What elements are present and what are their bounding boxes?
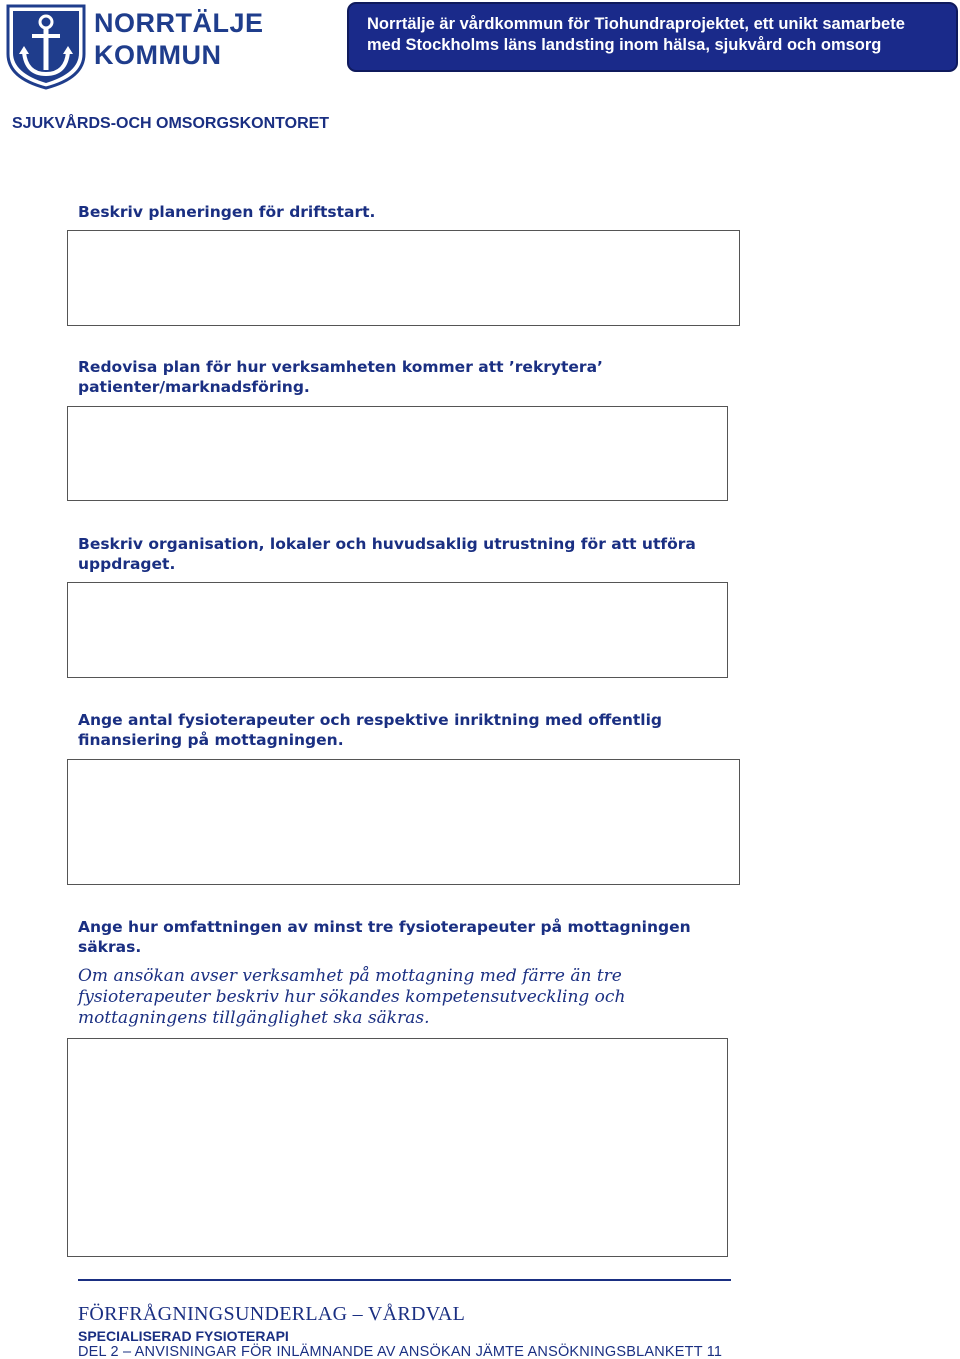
logo-text-line1: NORRTÄLJE	[94, 8, 264, 38]
norrtalje-logo	[4, 2, 264, 92]
footer-title: FÖRFRÅGNINGSUNDERLAG – VÅRDVAL	[78, 1303, 466, 1325]
logo-text-line2: KOMMUN	[94, 40, 222, 70]
answer-field-omfattning[interactable]	[67, 1038, 728, 1257]
question-omfattning-note: Om ansökan avser verksamhet på mottagning med färre än tre fysioterapeuter beskriv hur sökandes kompetensutveckling och mottagningens tillgänglighet ska säkras.	[78, 966, 626, 1028]
anchor-shield-icon	[4, 2, 88, 90]
office-name: SJUKVÅRDS-OCH OMSORGSKONTORET	[12, 115, 330, 132]
answer-field-rekrytera[interactable]	[67, 406, 728, 501]
question-organisation: Beskriv organisation, lokaler och huvudsaklig utrustning för att utföra uppdraget.	[78, 535, 696, 573]
footer-divider	[78, 1279, 731, 1281]
question-antal-fysioterapeuter: Ange antal fysioterapeuter och respektive inriktning med offentlig finansiering på mottagningen.	[78, 711, 663, 749]
banner-line1: Norrtälje är vårdkommun för Tiohundraprojektet, ett unikt samarbete	[367, 15, 905, 33]
question-rekrytera: Redovisa plan för hur verksamheten kommer att ’rekrytera’ patienter/marknadsföring.	[78, 358, 603, 396]
question-driftstart: Beskriv planeringen för driftstart.	[78, 203, 376, 221]
question-omfattning: Ange hur omfattningen av minst tre fysioterapeuter på mottagningen säkras.	[78, 918, 691, 956]
banner-line2: med Stockholms läns landsting inom hälsa, sjukvård och omsorg	[367, 36, 882, 54]
answer-field-antal-fysioterapeuter[interactable]	[67, 759, 740, 885]
header-banner	[347, 2, 958, 72]
footer-section: DEL 2 – ANVISNINGAR FÖR INLÄMNANDE AV ANSÖKAN JÄMTE ANSÖKNINGSBLANKETT 11	[78, 1344, 723, 1359]
footer-subtitle: SPECIALISERAD FYSIOTERAPI	[78, 1328, 289, 1344]
answer-field-organisation[interactable]	[67, 582, 728, 678]
answer-field-driftstart[interactable]	[67, 230, 740, 326]
